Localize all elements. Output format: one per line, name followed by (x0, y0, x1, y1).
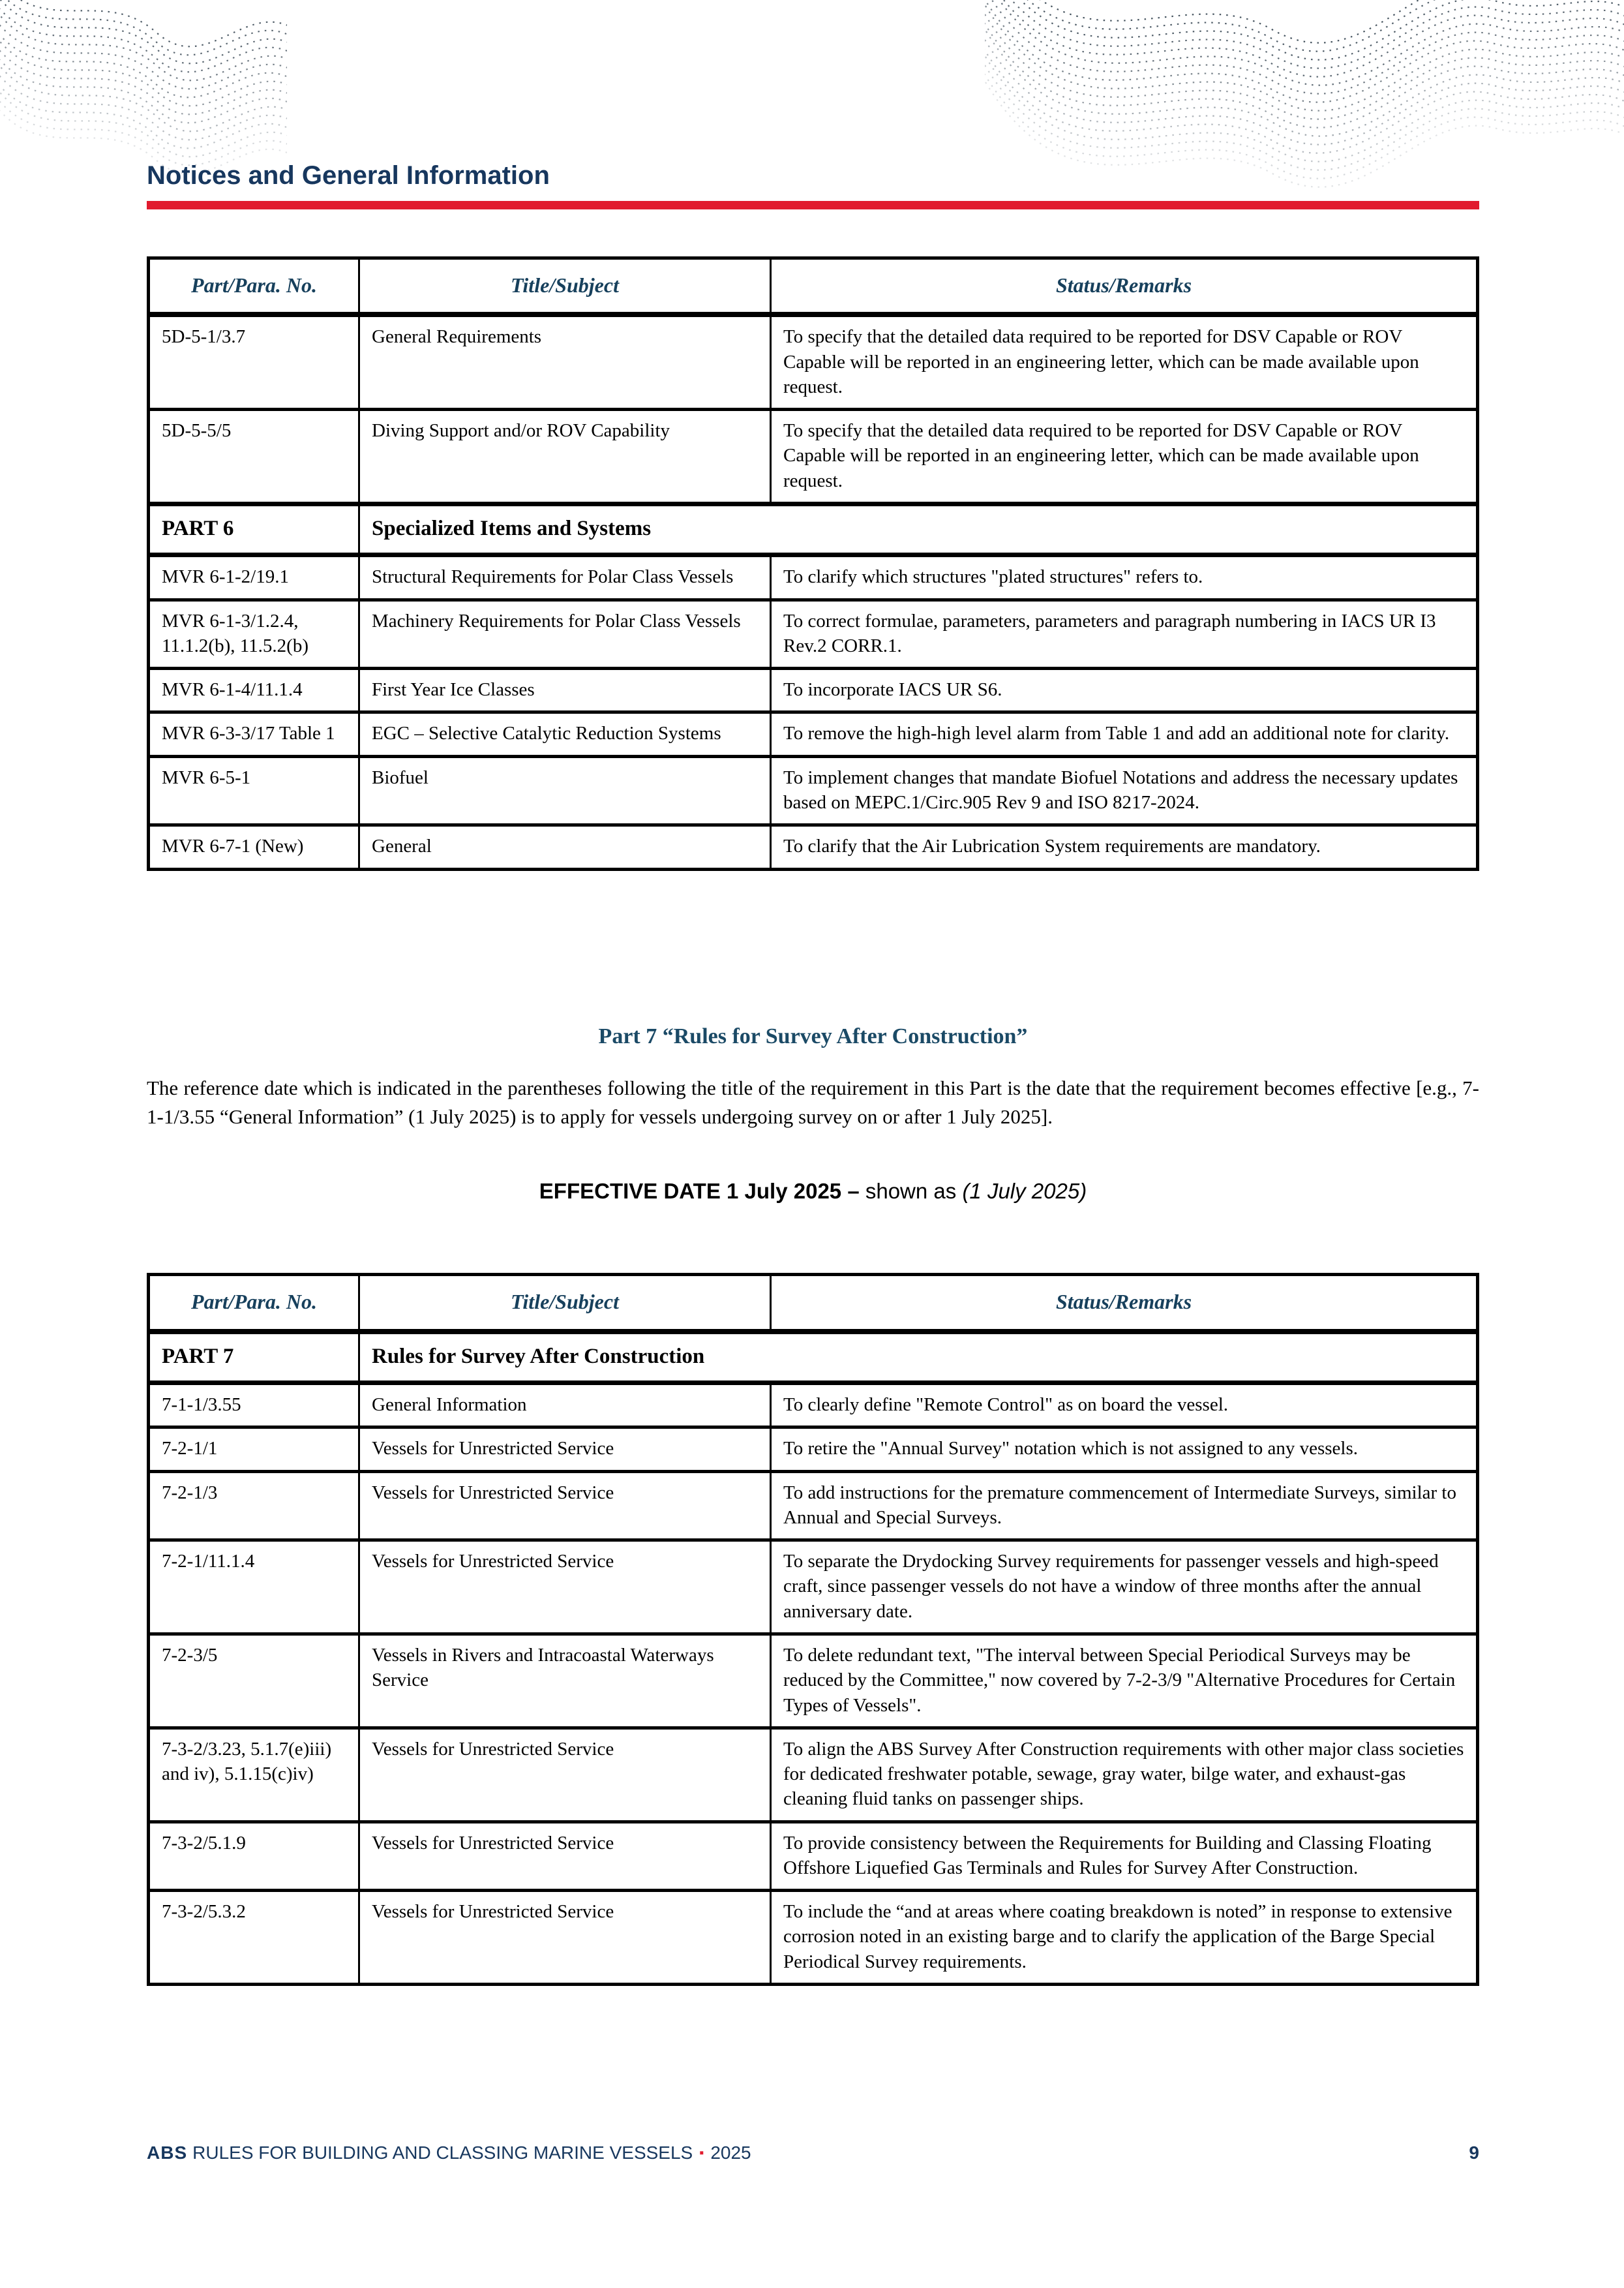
revision-table-part7 (147, 1273, 1479, 1986)
cell-title: First Year Ice Classes (359, 669, 771, 712)
page-content (0, 162, 1624, 1986)
part-6-row (149, 504, 1478, 555)
cell-title: Vessels for Unrestricted Service (359, 1891, 771, 1985)
table-row (149, 756, 1478, 825)
effective-date-bold: EFFECTIVE DATE 1 July 2025 – (539, 1179, 860, 1204)
cell-remarks: To incorporate IACS UR S6. (771, 669, 1478, 712)
table-header-row (149, 258, 1478, 315)
column-header-title: Title/Subject (359, 1275, 771, 1332)
footer-separator-icon: ▪ (699, 2146, 704, 2160)
column-header-remarks: Status/Remarks (771, 1275, 1478, 1332)
table-row (149, 669, 1478, 712)
effective-date-line (147, 1179, 1479, 1204)
cell-title: Machinery Requirements for Polar Class Vessels (359, 600, 771, 669)
table-row (149, 1383, 1478, 1427)
cell-title: Structural Requirements for Polar Class Vessels (359, 555, 771, 600)
table-row (149, 1540, 1478, 1634)
column-header-remarks: Status/Remarks (771, 258, 1478, 315)
cell-part: PART 6 (149, 504, 359, 555)
cell-part: MVR 6-5-1 (149, 756, 359, 825)
cell-title: EGC – Selective Catalytic Reduction Systems (359, 712, 771, 756)
cell-part-title: Specialized Items and Systems (359, 504, 1478, 555)
cell-remarks: To retire the "Annual Survey" notation which is not assigned to any vessels. (771, 1427, 1478, 1471)
footer-year: 2025 (710, 2143, 751, 2163)
cell-remarks: To delete redundant text, "The interval between Special Periodical Surveys may be reduced by the Committee," now covered by 7-2-3/9 "Alternative Procedures for Certain Types of Vessels". (771, 1634, 1478, 1728)
cell-part: 7-2-1/11.1.4 (149, 1540, 359, 1634)
table-row (149, 555, 1478, 600)
effective-date-regular: shown as (859, 1179, 963, 1204)
cell-part: 5D-5-5/5 (149, 410, 359, 504)
cell-title: Vessels for Unrestricted Service (359, 1540, 771, 1634)
cell-remarks: To add instructions for the premature commencement of Intermediate Surveys, similar to Annual and Special Surveys. (771, 1471, 1478, 1540)
cell-remarks: To remove the high-high level alarm from Table 1 and add an additional note for clarity. (771, 712, 1478, 756)
cell-remarks: To specify that the detailed data required to be reported for DSV Capable or ROV Capable will be reported in an engineering letter, which can be made available upon request. (771, 314, 1478, 409)
page-footer (147, 2143, 1479, 2163)
cell-title: Biofuel (359, 756, 771, 825)
cell-remarks: To include the “and at areas where coating breakdown is noted” in response to extensive corrosion noted in an existing barge and to clarify the application of the Barge Special Periodical Survey requirements. (771, 1891, 1478, 1985)
footer-left (147, 2143, 751, 2163)
table-header-row (149, 1275, 1478, 1332)
part-7-heading: Part 7 “Rules for Survey After Construction” (598, 1024, 1028, 1048)
column-header-title: Title/Subject (359, 258, 771, 315)
cell-part: 7-3-2/5.1.9 (149, 1822, 359, 1891)
table-row (149, 1427, 1478, 1471)
table-row (149, 712, 1478, 756)
cell-part: 5D-5-1/3.7 (149, 314, 359, 409)
table-row (149, 1728, 1478, 1822)
cell-remarks: To separate the Drydocking Survey requirements for passenger vessels and high-speed craft, since passenger vessels do not have a window of three months after the annual anniversary date. (771, 1540, 1478, 1634)
table-row (149, 825, 1478, 869)
cell-remarks: To clearly define "Remote Control" as on board the vessel. (771, 1383, 1478, 1427)
cell-part: 7-3-2/3.23, 5.1.7(e)iii) and iv), 5.1.15(c)iv) (149, 1728, 359, 1822)
cell-part: MVR 6-1-2/19.1 (149, 555, 359, 600)
cell-title: General (359, 825, 771, 869)
cell-part: 7-2-3/5 (149, 1634, 359, 1728)
cell-title: Vessels for Unrestricted Service (359, 1471, 771, 1540)
cell-title: General Information (359, 1383, 771, 1427)
cell-part: 7-1-1/3.55 (149, 1383, 359, 1427)
cell-part: MVR 6-1-3/1.2.4, 11.1.2(b), 11.5.2(b) (149, 600, 359, 669)
red-rule-divider (147, 201, 1479, 209)
cell-part: PART 7 (149, 1332, 359, 1383)
page-number: 9 (1469, 2143, 1479, 2163)
table-row (149, 410, 1478, 504)
cell-remarks: To clarify which structures "plated structures" refers to. (771, 555, 1478, 600)
cell-part: 7-3-2/5.3.2 (149, 1891, 359, 1985)
cell-part: MVR 6-3-3/17 Table 1 (149, 712, 359, 756)
part-7-row (149, 1332, 1478, 1383)
cell-title: Vessels for Unrestricted Service (359, 1822, 771, 1891)
cell-remarks: To specify that the detailed data required to be reported for DSV Capable or ROV Capable will be reported in an engineering letter, which can be made available upon request. (771, 410, 1478, 504)
page-title: Notices and General Information (147, 161, 550, 190)
footer-brand: ABS (147, 2143, 188, 2163)
cell-part: 7-2-1/3 (149, 1471, 359, 1540)
column-header-part: Part/Para. No. (149, 1275, 359, 1332)
cell-title: Vessels for Unrestricted Service (359, 1728, 771, 1822)
cell-part: MVR 6-1-4/11.1.4 (149, 669, 359, 712)
footer-title: RULES FOR BUILDING AND CLASSING MARINE VESSELS (192, 2143, 693, 2163)
table-row (149, 1822, 1478, 1891)
cell-title: Diving Support and/or ROV Capability (359, 410, 771, 504)
cell-part: MVR 6-7-1 (New) (149, 825, 359, 869)
cell-remarks: To correct formulae, parameters, parameters and paragraph numbering in IACS UR I3 Rev.2 CORR.1. (771, 600, 1478, 669)
cell-title: General Requirements (359, 314, 771, 409)
column-header-part: Part/Para. No. (149, 258, 359, 315)
table-row (149, 1634, 1478, 1728)
cell-title: Vessels for Unrestricted Service (359, 1427, 771, 1471)
intro-paragraph: The reference date which is indicated in the parentheses following the title of the requirement in this Part is the date that the requirement becomes effective [e.g., 7-1-1/3.55 “General Information” (1 July 2025) is to apply for vessels undergoing survey on or after 1 July 2025]. (147, 1076, 1479, 1129)
cell-part: 7-2-1/1 (149, 1427, 359, 1471)
table-row (149, 1471, 1478, 1540)
table-row (149, 314, 1478, 409)
cell-remarks: To clarify that the Air Lubrication System requirements are mandatory. (771, 825, 1478, 869)
cell-remarks: To implement changes that mandate Biofuel Notations and address the necessary updates based on MEPC.1/Circ.905 Rev 9 and ISO 8217-2024. (771, 756, 1478, 825)
cell-part-title: Rules for Survey After Construction (359, 1332, 1478, 1383)
effective-date-italic: (1 July 2025) (962, 1179, 1087, 1204)
cell-title: Vessels in Rivers and Intracoastal Waterways Service (359, 1634, 771, 1728)
table-row (149, 600, 1478, 669)
revision-table-part5-6 (147, 256, 1479, 871)
cell-remarks: To provide consistency between the Requirements for Building and Classing Floating Offshore Liquefied Gas Terminals and Rules for Survey After Construction. (771, 1822, 1478, 1891)
table-row (149, 1891, 1478, 1985)
cell-remarks: To align the ABS Survey After Construction requirements with other major class societies for dedicated freshwater potable, sewage, gray water, bilge water, and exhaust-gas cleaning fluid tanks on passenger ships. (771, 1728, 1478, 1822)
